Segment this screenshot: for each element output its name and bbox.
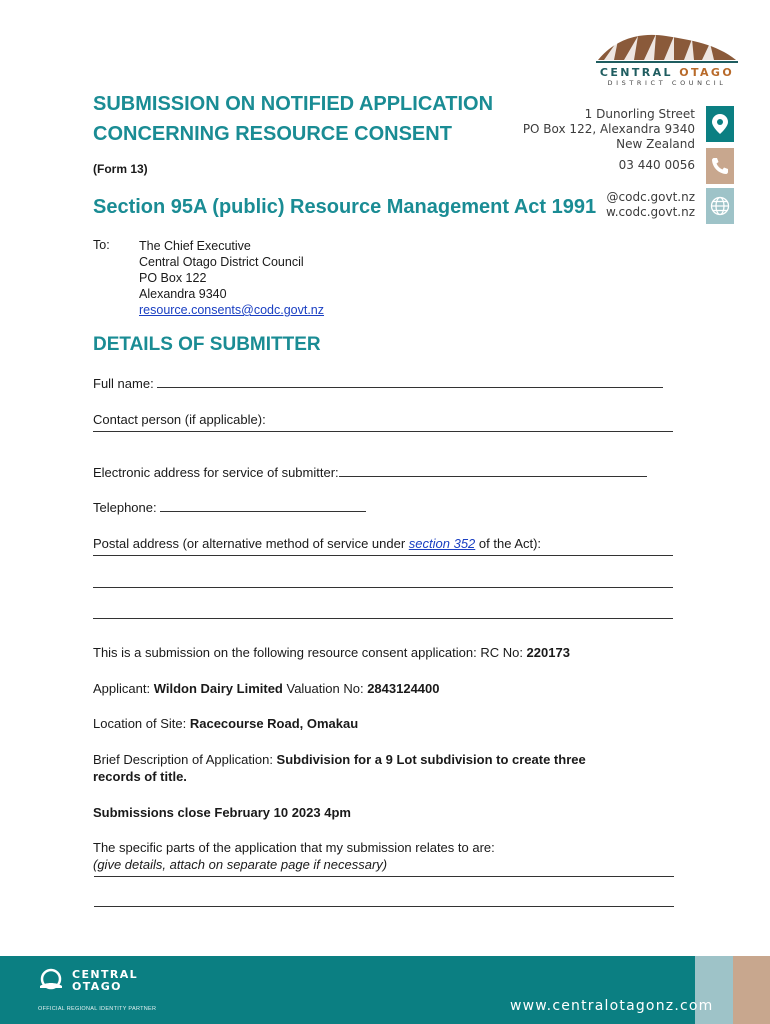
submission-statement: This is a submission on the following resource consent application: RC No: 220173 [93,645,570,660]
footer-website[interactable]: www.centralotagonz.com [510,998,714,1014]
recipient-line-2: Central Otago District Council [139,255,304,269]
address-line-1: 1 Dunorling Street [584,107,695,121]
logo-subtitle: DISTRICT COUNCIL [607,79,727,87]
applicant-name: Wildon Dairy Limited [153,681,283,696]
hills-logo-icon [596,30,738,64]
description-line-2-row [93,769,187,784]
address-line-3: New Zealand [616,137,695,151]
electronic-address-row [93,465,647,480]
footer-logo [38,968,138,994]
telephone-field[interactable] [160,501,366,512]
recipient-address [139,238,324,318]
logo-name-otago: OTAGO [679,66,735,79]
globe-icon [706,188,734,224]
council-address [523,107,695,152]
valuation-number: 2843124400 [367,681,440,696]
contact-person-label: Contact person (if applicable): [93,412,266,427]
council-email[interactable]: @codc.govt.nz [606,190,695,204]
telephone-label: Telephone: [93,500,157,515]
form-number: (Form 13) [93,162,148,176]
title-line-1: SUBMISSION ON NOTIFIED APPLICATION [93,93,494,115]
council-website[interactable]: w.codc.govt.nz [606,205,695,219]
full-name-field[interactable] [157,377,663,388]
logo-name-central: CENTRAL [599,66,673,79]
closing-date: Submissions close February 10 2023 4pm [93,805,351,820]
description-row: Brief Description of Application: Subdivision for a 9 Lot subdivision to create three [93,752,586,767]
electronic-address-label: Electronic address for service of submitter: [93,465,339,480]
postal-address-field-1[interactable] [93,555,673,556]
details-heading: DETAILS OF SUBMITTER [93,334,321,355]
site-location: Racecourse Road, Omakau [189,716,359,731]
location-row: Location of Site: Racecourse Road, Omakau [93,716,359,731]
recipient-line-4: Alexandra 9340 [139,287,227,301]
footer-logo-line-2: OTAGO [72,980,122,993]
full-name-label: Full name: [93,376,154,391]
recipient-line-3: PO Box 122 [139,271,207,285]
parts-label: The specific parts of the application that my submission relates to are: [93,840,495,855]
telephone-row [93,500,366,515]
parts-field-2[interactable] [94,906,674,907]
contact-person-field[interactable] [93,431,673,432]
description-line-1: Subdivision for a 9 Lot subdivision to create three [276,752,586,767]
recipient-line-1: The Chief Executive [139,239,251,253]
section-352-link[interactable]: section 352 [408,536,476,551]
parts-field-1[interactable] [94,876,674,877]
rc-number: 220173 [526,645,570,660]
title-line-2: CONCERNING RESOURCE CONSENT [93,123,452,145]
page-title [93,89,493,149]
footer-accent-tan [733,956,770,1024]
section-heading: Section 95A (public) Resource Management Act 1991 [93,196,597,218]
postal-address-label: Postal address (or alternative method of service under section 352 of the Act): [93,536,542,551]
electronic-address-field[interactable] [339,466,647,477]
page-footer [0,956,770,1024]
to-label: To: [93,238,110,252]
footer-partner-text: OFFICIAL REGIONAL IDENTITY PARTNER [38,1006,157,1012]
postal-address-field-2[interactable] [93,587,673,588]
description-line-2: records of title. [93,769,187,784]
footer-logo-line-1: CENTRAL [72,968,139,981]
council-phone: 03 440 0056 [618,158,695,172]
address-line-2: PO Box 122, Alexandra 9340 [522,122,695,136]
full-name-row [93,376,663,391]
parts-hint: (give details, attach on separate page if necessary) [93,857,388,872]
phone-icon [706,148,734,184]
council-logo [596,30,738,87]
central-otago-mark-icon [38,968,64,994]
location-pin-icon [706,106,734,142]
applicant-row: Applicant: Wildon Dairy Limited Valuation No: 2843124400 [93,681,440,696]
postal-address-field-3[interactable] [93,618,673,619]
recipient-email-link[interactable]: resource.consents@codc.govt.nz [139,303,325,317]
closing-date-row [93,805,351,820]
